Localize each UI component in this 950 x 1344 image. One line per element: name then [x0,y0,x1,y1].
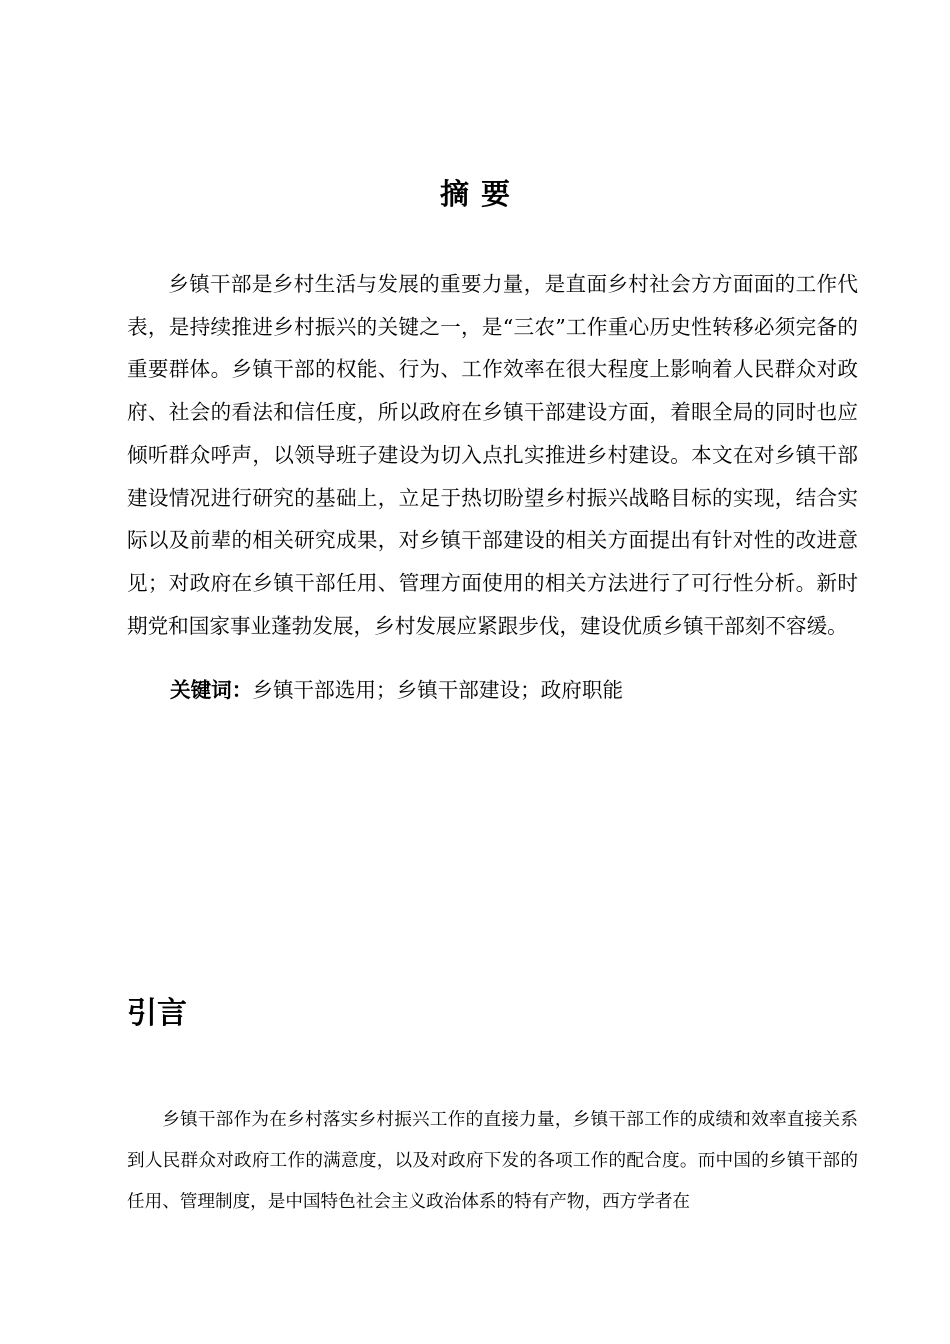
abstract-body: 乡镇干部是乡村生活与发展的重要力量，是直面乡村社会方方面面的工作代表，是持续推进乡村振兴的关键之一，是“三农”工作重心历史性转移必须完备的重要群体。乡镇干部的权能、行为、工作效率在很大程度上影响着人民群众对政府、社会的看法和信任度，所以政府在乡镇干部建设方面，着眼全局的同时也应倾听群众呼声，以领导班子建设为切入点扎实推进乡村建设。本文在对乡镇干部建设情况进行研究的基础上，立足于热切盼望乡村振兴战略目标的实现，结合实际以及前辈的相关研究成果，对乡镇干部建设的相关方面提出有针对性的改进意见；对政府在乡镇干部任用、管理方面使用的相关方法进行了可行性分析。新时期党和国家事业蓬勃发展，乡村发展应紧跟步伐，建设优质乡镇干部刻不容缓。 [127,272,858,638]
introduction-body: 乡镇干部作为在乡村落实乡村振兴工作的直接力量，乡镇干部工作的成绩和效率直接关系到人民群众对政府工作的满意度，以及对政府下发的各项工作的配合度。而中国的乡镇干部的任用、管理制度，是中国特色社会主义政治体系的特有产物，西方学者在 [127,1110,858,1212]
abstract-title: 摘要 [439,177,522,212]
keywords-line [170,669,623,712]
keywords-label: 关键词： [170,678,253,702]
introduction-title: 引言 [127,996,187,1031]
keywords-text: 乡镇干部选用；乡镇干部建设；政府职能 [252,678,624,702]
